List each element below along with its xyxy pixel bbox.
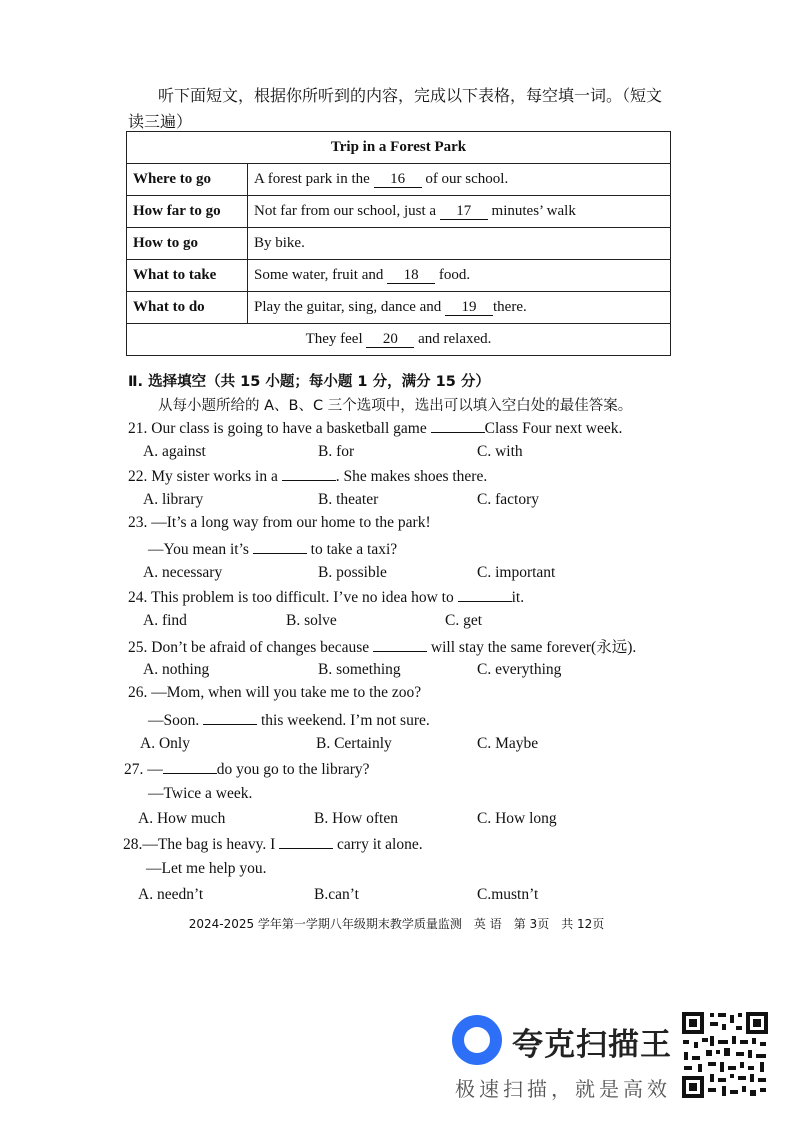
option-c[interactable]: C.mustn’t <box>477 886 539 903</box>
question-23-reply: —You mean it’s to take a taxi? <box>148 541 398 558</box>
option-b[interactable]: B. something <box>318 661 401 678</box>
option-b[interactable]: B. theater <box>318 491 379 508</box>
option-a[interactable]: A. necessary <box>143 564 223 581</box>
table-row <box>127 324 671 356</box>
option-b[interactable]: B.can’t <box>314 886 359 903</box>
option-a[interactable]: A. against <box>143 443 206 460</box>
option-c[interactable]: C. How long <box>477 810 557 827</box>
question-24: 24. This problem is too difficult. I’ve no idea how to it. <box>128 589 525 606</box>
option-c[interactable]: C. with <box>477 443 523 460</box>
question-27: 27. — do you go to the library? <box>124 761 370 778</box>
option-a[interactable]: A. nothing <box>143 661 210 678</box>
table-title: Trip in a Forest Park <box>127 132 671 164</box>
option-b[interactable]: B. solve <box>286 612 337 629</box>
question-28-reply: —Let me help you. <box>146 860 267 877</box>
row-label: How far to go <box>127 196 248 228</box>
table-row <box>127 228 671 260</box>
option-b[interactable]: B. possible <box>318 564 387 581</box>
page-footer: 2024-2025 学年第一学期八年级期末教学质量监测 英 语 第 3页 共 12页 <box>188 917 605 931</box>
answer-blank[interactable] <box>458 587 512 602</box>
quark-logo-icon <box>452 1015 502 1065</box>
option-b[interactable]: B. for <box>318 443 355 460</box>
row-label: Where to go <box>127 164 248 196</box>
scanner-watermark <box>452 1013 672 1103</box>
qr-code-icon <box>680 1010 770 1100</box>
row-content: Not far from our school, just a 17 minutes’ walk <box>248 196 671 228</box>
option-c[interactable]: C. factory <box>477 491 539 508</box>
question-22: 22. My sister works in a . She makes shoes there. <box>128 468 488 485</box>
answer-blank[interactable] <box>373 637 427 652</box>
question-21: 21. Our class is going to have a basketball game Class Four next week. <box>128 420 623 437</box>
answer-blank[interactable] <box>253 539 307 554</box>
section-instruction: 从每小题所给的 A、B、C 三个选项中，选出可以填入空白处的最佳答案。 <box>158 398 633 414</box>
row-content: Play the guitar, sing, dance and 19 there. <box>248 292 671 324</box>
table-row <box>127 164 671 196</box>
question-28: 28.—The bag is heavy. I carry it alone. <box>123 836 423 853</box>
option-b[interactable]: B. Certainly <box>316 735 392 752</box>
row-label: How to go <box>127 228 248 260</box>
table-row <box>127 196 671 228</box>
table-row <box>127 260 671 292</box>
option-a[interactable]: A. How much <box>138 810 226 827</box>
answer-blank[interactable] <box>431 418 485 433</box>
blank-16[interactable]: 16 <box>374 171 422 188</box>
trip-table <box>126 131 671 356</box>
blank-20[interactable]: 20 <box>366 331 414 348</box>
watermark-slogan: 极速扫描，就是高效 <box>455 1077 671 1101</box>
option-c[interactable]: C. important <box>477 564 556 581</box>
option-c[interactable]: C. Maybe <box>477 735 539 752</box>
question-23: 23. —It’s a long way from our home to the park! <box>128 514 431 531</box>
table-row <box>127 292 671 324</box>
answer-blank[interactable] <box>279 834 333 849</box>
answer-blank[interactable] <box>203 710 257 725</box>
blank-17[interactable]: 17 <box>440 203 488 220</box>
option-c[interactable]: C. get <box>445 612 483 629</box>
blank-18[interactable]: 18 <box>387 267 435 284</box>
question-26-reply: —Soon. this weekend. I’m not sure. <box>148 712 430 729</box>
question-25: 25. Don’t be afraid of changes because will stay the same forever(永远). <box>128 639 637 656</box>
question-26: 26. —Mom, when will you take me to the zoo? <box>128 684 422 701</box>
option-c[interactable]: C. everything <box>477 661 562 678</box>
section-heading: Ⅱ. 选择填空（共 15 小题；每小题 1 分，满分 15 分） <box>128 374 490 390</box>
row-content: Some water, fruit and 18 food. <box>248 260 671 292</box>
question-27-reply: —Twice a week. <box>148 785 253 802</box>
option-b[interactable]: B. How often <box>314 810 398 827</box>
row-content: They feel 20 and relaxed. <box>127 324 671 356</box>
option-a[interactable]: A. library <box>143 491 204 508</box>
listening-instruction: 听下面短文，根据你所听到的内容，完成以下表格，每空填一词。（短文读三遍） <box>128 88 663 131</box>
answer-blank[interactable] <box>282 466 336 481</box>
row-content: A forest park in the 16 of our school. <box>248 164 671 196</box>
row-label: What to do <box>127 292 248 324</box>
row-label: What to take <box>127 260 248 292</box>
row-content: By bike. <box>248 228 671 260</box>
option-a[interactable]: A. find <box>143 612 187 629</box>
option-a[interactable]: A. Only <box>140 735 190 752</box>
watermark-name: 夸克扫描王 <box>512 1027 672 1063</box>
answer-blank[interactable] <box>163 759 217 774</box>
option-a[interactable]: A. needn’t <box>138 886 204 903</box>
blank-19[interactable]: 19 <box>445 299 493 316</box>
